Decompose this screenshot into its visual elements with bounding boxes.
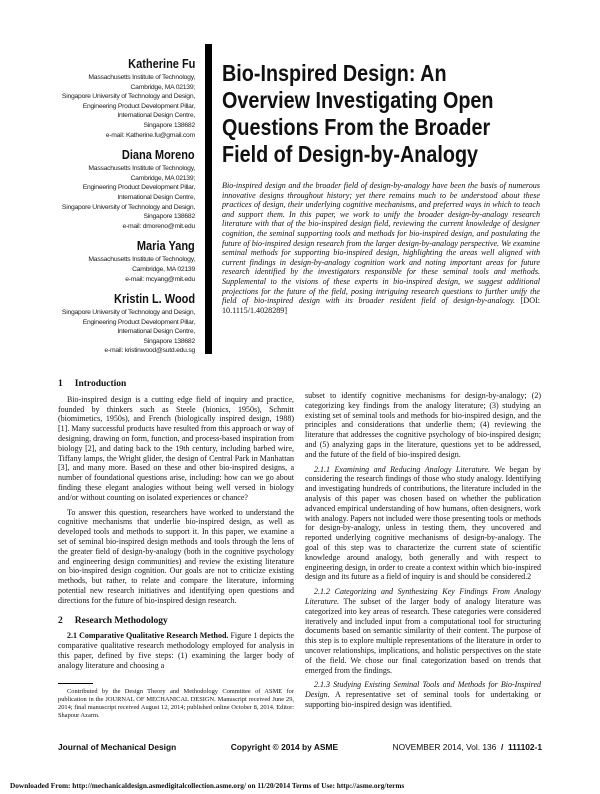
- paragraph-text: The subset of the larger body of analogy literature was categorized into key areas of research. These categories were considered iteratively and included input from a computational tool for structuring documents based on semantic similarity of their content. The purpose of this step is to explore multiple representations of the literature in order to uncover relationships, implications, and holistic perspectives on the state of the field. We chose our final categorization based on trends that emerged from the findings.: [305, 596, 541, 675]
- footnote-rule: [58, 683, 93, 684]
- section-title: Introduction: [74, 379, 127, 389]
- author-block: [20, 146, 195, 231]
- affiliation-line: Massachusetts Institute of Technology,: [88, 74, 195, 81]
- paragraph-text: A representative set of seminal tools for undertaking or supporting bio-inspired design was identified.: [305, 690, 541, 709]
- subsection-heading: 2.1.2 Categorizing and Synthesizing Key Findings From Analogy Literature.: [305, 587, 541, 606]
- paragraph: subset to identify cognitive mechanisms for design-by-analogy; (2) categorizing key findings from the analogy literature; (3) studying an existing set of seminal tools and methods for bio-inspired design, and the principles and considerations that underlie them; (4) reviewing the literature that addresses the cognitive psychology of bio-inspired design; and (5) analyzing gaps in the literature, questions yet to be addressed, and the future of the field of bio-inspired design.: [305, 391, 541, 459]
- affiliation-line: Engineering Product Development Pillar,: [82, 184, 195, 192]
- affiliation-line: Cambridge, MA 02139;: [130, 174, 195, 182]
- author-name: Maria Yang: [137, 239, 195, 254]
- affiliation-line: International Design Centre,: [117, 112, 195, 120]
- section-number: 1: [58, 379, 63, 389]
- affiliation-line: Cambridge, MA 02139;: [130, 83, 195, 91]
- paragraph: [305, 465, 541, 583]
- title-divider-bar: [205, 44, 212, 354]
- section-number: 2: [58, 615, 63, 626]
- author-block: [20, 290, 195, 356]
- paragraph: [305, 587, 541, 675]
- paragraph: [305, 680, 541, 709]
- subsection-heading: 2.1.3 Studying Existing Seminal Tools and Methods for Bio-Inspired Design.: [305, 680, 541, 700]
- paragraph-text: We began by considering the research findings of those who study analogy. Identifying and investigating hundreds of contributions, the literature included in the analysis of this paper was chosen based on whether the publication advanced empirical understanding of how humans, often designers, work with analogy. Papers not included were those presenting tools or methods for design-by-analogy, unless in testing them, they uncovered and reported underlying cognitive mechanisms of design-by-analogy. The goal of this step was to characterize the current state of scientific knowledge around analogy, both generally and with respect to engineering design, in order to create a context within which bio-inspired design and its future as a field of inquiry is and should be considered.2: [305, 464, 541, 582]
- abstract-text: Bio-inspired design and the broader field of design-by-analogy have been the basis of numerous innovative designs throughout history; yet there remains much to be understood about these practices of design, their underlying cognitive mechanisms, and preferred ways in which to teach and support them. In this paper, we work to unify the broader design-by-analogy research literature with that of the bio-inspired design field, reviewing the current knowledge of designer cognition, the seminal supporting tools and methods for bio-inspired design, and postulating the future of bio-inspired design research from the larger design-by-analogy perspective. We examine seminal methods for supporting bio-inspired design, highlighting the areas well aligned with current findings in design-by-analogy cognition work and noting important areas for future research identified by the investigators responsible for these seminal tools and methods. Supplemental to the visions of these experts in bio-inspired design, we suggest additional projections for the future of the field, posing intriguing research questions to further unify the field of bio-inspired design with its broader resident field of design-by-analogy.: [222, 181, 540, 306]
- paragraph: Bio-inspired design is a cutting edge field of inquiry and practice, founded by thinkers such as Steele (bionics, 1950s), Schmitt (biomimetics, 1950s), and French (biologically inspired design, 1988) [1]. Many successful products have resulted from this approach or way of designing, drawing on form, function, and process-based inspiration from biology [2], and dating back to the 19th century, including barbed wire, Tiffany lamps, the Wright glider, the design of Central Park in Manhattan [3], and many more. Based on these and other bio-inspired designs, a number of foundational questions arise, including: how can we go about finding these elegant analogies without being well versed in biology and/or without counting on isolated experiences or chance?: [58, 394, 294, 502]
- author-email[interactable]: e-mail: dmoreno@mit.edu: [122, 222, 195, 230]
- author-name: Katherine Fu: [127, 57, 195, 71]
- subsection-heading: 2.1.1 Examining and Reducing Analogy Literature.: [314, 464, 491, 474]
- paper-title: Bio-Inspired Design: An Overview Investigating Open Questions From the Broader Field of Design-by-Analogy: [222, 60, 494, 167]
- paragraph: [58, 631, 294, 670]
- left-column: [58, 375, 294, 725]
- affiliation-line: Engineering Product Development Pillar,: [82, 102, 195, 110]
- doi-link[interactable]: [DOI: 10.1115/1.4028289]: [222, 296, 541, 315]
- abstract: [222, 181, 540, 315]
- subsection-heading: 2.1 Comparative Qualitative Research Method.: [67, 631, 229, 641]
- affiliation-line: Singapore 138682: [143, 337, 195, 345]
- page-number: 111102-1: [507, 742, 542, 752]
- author-email[interactable]: e-mail: kristinwood@sutd.edu.sg: [104, 347, 195, 355]
- page-footer: [58, 742, 542, 752]
- affiliation-line: Singapore University of Technology and Design,: [61, 93, 195, 101]
- separator: /: [501, 742, 504, 752]
- section-heading-methodology: [58, 617, 294, 627]
- issue-info: [393, 742, 542, 752]
- right-column: [305, 375, 541, 715]
- affiliation-line: Cambridge, MA 02139: [132, 265, 195, 273]
- author-name: Diana Moreno: [122, 148, 195, 163]
- download-notice: Downloaded From: http://mechanicaldesign.asmedigitalcollection.asme.org/ on 11/20/2014 Terms of Use: http://asme.org/terms: [10, 781, 405, 790]
- affiliation-line: Engineering Product Development Pillar,: [82, 318, 195, 326]
- paragraph-text: Figure 1 depicts the comparative qualitative research methodology employed for analysis in this paper, defined by five steps: (1) examining the larger body of analogy literature and choosing a: [58, 631, 294, 670]
- section-title: Research Methodology: [74, 615, 168, 626]
- author-block: [20, 55, 195, 140]
- journal-name: Journal of Mechanical Design: [58, 742, 177, 752]
- footnote: Contributed by the Design Theory and Methodology Committee of ASME for publication in the JOURNAL OF MECHANICAL DESIGN. Manuscript received June 29, 2014; final manuscript received August 12, 2014; published online October 8, 2014. Editor: Shapour Azarm.: [58, 687, 294, 719]
- affiliation-line: Singapore 138682: [143, 121, 195, 129]
- author-list: [20, 55, 195, 362]
- author-email[interactable]: e-mail: Katherine.fu@gmail.com: [105, 131, 195, 139]
- affiliation-line: Massachusetts Institute of Technology,: [88, 165, 195, 173]
- author-name: Kristin L. Wood: [113, 292, 195, 307]
- paragraph: To answer this question, researchers have worked to understand the cognitive mechanisms that underlie bio-inspired design, as well as developed tools and methods to support it. In this paper, we examine a set of seminal bio-inspired design methods and tools through the lens of the greater field of design-by-analogy (both in the cognitive psychology and engineering design communities) and review the existing literature on bio-inspired design cognition. Our goals are not to criticize existing methods, but rather, to relate and compare the literature, informing potential new research initiatives and identifying open questions and directions for the future of bio-inspired design research.: [58, 507, 294, 605]
- author-email[interactable]: e-mail: mcyang@mit.edu: [125, 275, 195, 283]
- affiliation-line: Singapore University of Technology and Design,: [61, 203, 195, 211]
- affiliation-line: International Design Centre,: [117, 328, 195, 336]
- affiliation-line: Singapore 138682: [143, 213, 195, 221]
- section-heading-introduction: [58, 380, 294, 390]
- affiliation-line: Singapore University of Technology and Design,: [61, 309, 195, 317]
- affiliation-line: Massachusetts Institute of Technology,: [88, 256, 195, 264]
- author-block: [20, 237, 195, 284]
- copyright: Copyright © 2014 by ASME: [230, 742, 339, 752]
- affiliation-line: International Design Centre,: [117, 193, 195, 201]
- issue-date: NOVEMBER 2014, Vol. 136: [392, 742, 497, 752]
